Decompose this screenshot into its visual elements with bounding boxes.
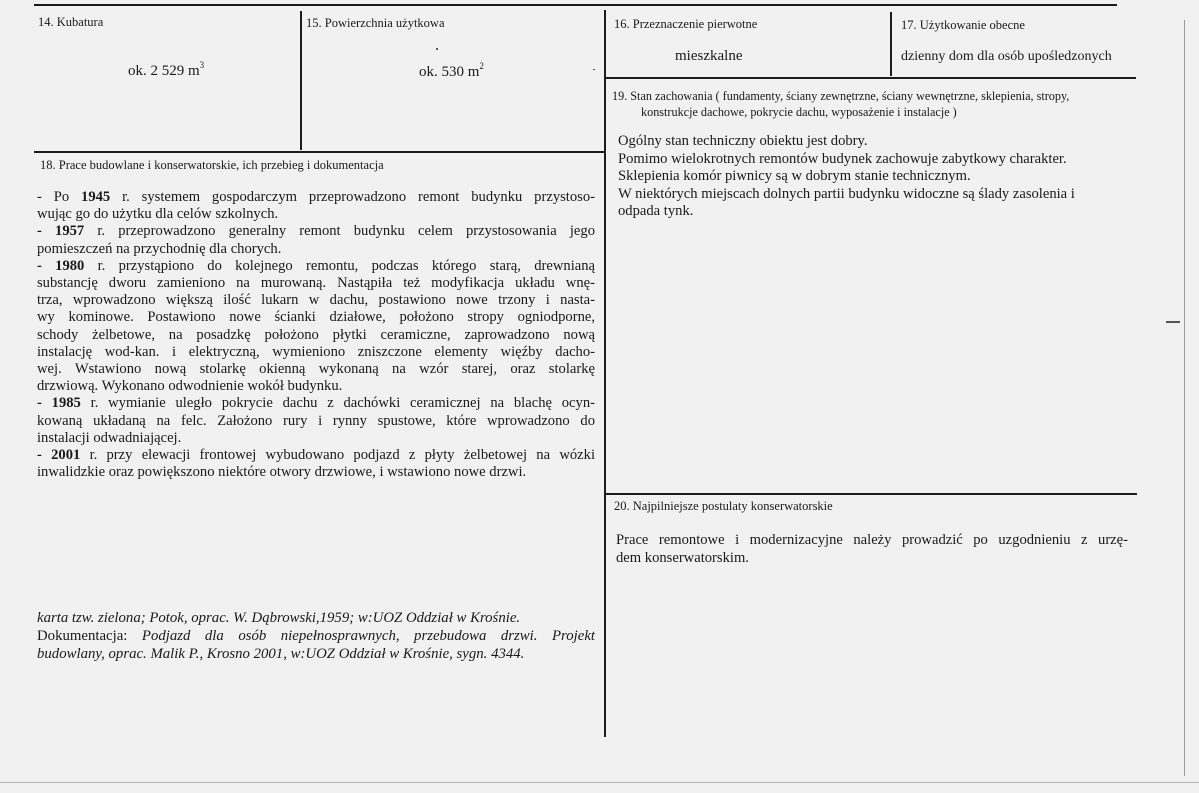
f18-line: drzwiową. Wykonano odwodnienie wokół budynku. bbox=[37, 378, 343, 395]
field-14-value-text: ok. 2 529 m bbox=[128, 63, 200, 79]
f18-line: pomieszczeń na przychodnię dla chorych. bbox=[37, 240, 282, 257]
field-20-label: 20. Najpilniejsze postulaty konserwatorskie bbox=[614, 499, 833, 513]
f18-line: substancję dworu zamieniono na murowaną. Nastąpiła też modyfikacja układu wnę- bbox=[37, 275, 595, 292]
field-16-label: 16. Przeznaczenie pierwotne bbox=[614, 17, 758, 31]
h-line-16-17 bbox=[606, 77, 1136, 79]
f19-line: Pomimo wielokrotnych remontów budynek zachowuje zabytkowy charakter. bbox=[618, 150, 1067, 167]
field-15-unit-sup: 2 bbox=[479, 61, 484, 71]
dot-a bbox=[436, 48, 438, 50]
f19-line: odpada tynk. bbox=[618, 203, 694, 219]
field-15-label: 15. Powierzchnia użytkowa bbox=[306, 16, 445, 30]
f18-line: trza, wprowadzono większą ilość lukarn w dachu, postawiono nowe trzony i nasta- bbox=[37, 292, 595, 309]
f19-line: W niektórych miejscach dolnych partii budynku widoczne są ślady zasolenia i bbox=[618, 185, 1075, 202]
field-18-documentation bbox=[37, 609, 595, 663]
center-divider bbox=[604, 10, 606, 737]
h-line-14-15 bbox=[34, 151, 605, 153]
dot-b bbox=[593, 69, 595, 70]
field-16-value: mieszkalne bbox=[675, 48, 743, 64]
field-17-label: 17. Użytkowanie obecne bbox=[901, 18, 1025, 32]
field-15-value-text: ok. 530 m bbox=[419, 64, 480, 80]
f20-line: Prace remontowe i modernizacyjne należy prowadzić po uzgodnieniu z urzę- bbox=[616, 532, 1128, 548]
field-19-body bbox=[618, 133, 1130, 221]
right-edge-line bbox=[1184, 20, 1185, 776]
f20-line: dem konserwatorskim. bbox=[616, 550, 749, 566]
f18-line: wej. Wstawiono nową stolarkę okienną wykonaną na wzór starej, oraz stolarkę bbox=[37, 361, 595, 378]
f19-line: Ogólny stan techniczny obiektu jest dobry. bbox=[618, 133, 868, 149]
f18-line: - 1980 r. przystąpiono do kolejnego remontu, podczas którego starą, drewnianą bbox=[37, 257, 595, 274]
f18-line: instalację wod-kan. i elektryczną, wymieniono zniszczone elementy więźby dacho- bbox=[37, 343, 595, 360]
f18-line: - 2001 r. przy elewacji frontowej wybudowano podjazd z płyty żelbetowej na wózki bbox=[37, 447, 595, 464]
f18-line: wując go do użytku dla celów szkolnych. bbox=[37, 206, 279, 223]
field-20-body bbox=[616, 531, 1128, 567]
field-19-label: 19. Stan zachowania ( fundamenty, ściany zewnętrzne, ściany wewnętrzne, sklepienia, stropy, bbox=[612, 89, 1070, 103]
margin-dash bbox=[1166, 321, 1180, 323]
h-line-19-20 bbox=[606, 493, 1137, 495]
f18-line: - 1957 r. przeprowadzono generalny remont budynku celem przystosowania jego bbox=[37, 223, 595, 240]
divider-16-17 bbox=[890, 12, 892, 76]
f19-line: Sklepienia komór piwnicy są w dobrym stanie technicznym. bbox=[618, 168, 971, 184]
doc-project-line-2: budowlany, oprac. Malik P., Krosno 2001, w:UOZ Oddział w Krośnie, sygn. 4344. bbox=[37, 646, 525, 662]
field-14-unit-sup: 3 bbox=[199, 60, 205, 70]
field-17-value: dzienny dom dla osób upośledzonych bbox=[901, 49, 1112, 64]
field-14-label: 14. Kubatura bbox=[38, 15, 104, 29]
field-18-body bbox=[37, 189, 595, 481]
f18-line: kowaną układaną na felc. Założono rury i rynny spustowe, które wprowadzono do bbox=[37, 412, 595, 429]
f18-line: - 1985 r. wymianie uległo pokrycie dachu z dachówki ceramicznej na blachę ocyn- bbox=[37, 395, 595, 412]
field-14-value bbox=[128, 60, 205, 80]
f18-line: instalacji odwadniającej. bbox=[37, 429, 182, 446]
f18-line: schody żelbetowe, na posadzkę położono płytki ceramiczne, zaprowadzono nową bbox=[37, 326, 595, 343]
field-15-value bbox=[419, 61, 484, 81]
doc-project-line: Dokumentacja: Podjazd dla osób niepełnosprawnych, przebudowa drzwi. Projekt bbox=[37, 628, 595, 644]
field-19-label-cont: konstrukcje dachowe, pokrycie dachu, wyposażenie i instalacje ) bbox=[641, 105, 957, 119]
divider-14-15 bbox=[300, 11, 302, 150]
bottom-edge-line bbox=[0, 782, 1199, 783]
field-18-label: 18. Prace budowlane i konserwatorskie, ich przebieg i dokumentacja bbox=[40, 158, 384, 172]
doc-label: Dokumentacja: bbox=[37, 628, 142, 644]
top-border-line bbox=[34, 4, 1117, 6]
f18-line: wy kominowe. Postawiono nowe ścianki działowe, położono stropy ogniodporne, bbox=[37, 309, 595, 326]
f18-line: inwalidzkie oraz powiększono niektóre otwory drzwiowe, i wstawiono nowe drzwi. bbox=[37, 464, 527, 481]
doc-source-line: karta tzw. zielona; Potok, oprac. W. Dąbrowski,1959; w:UOZ Oddział w Krośnie. bbox=[37, 610, 521, 626]
f18-line: - Po 1945 r. systemem gospodarczym przeprowadzono remont budynku przystoso- bbox=[37, 189, 595, 205]
